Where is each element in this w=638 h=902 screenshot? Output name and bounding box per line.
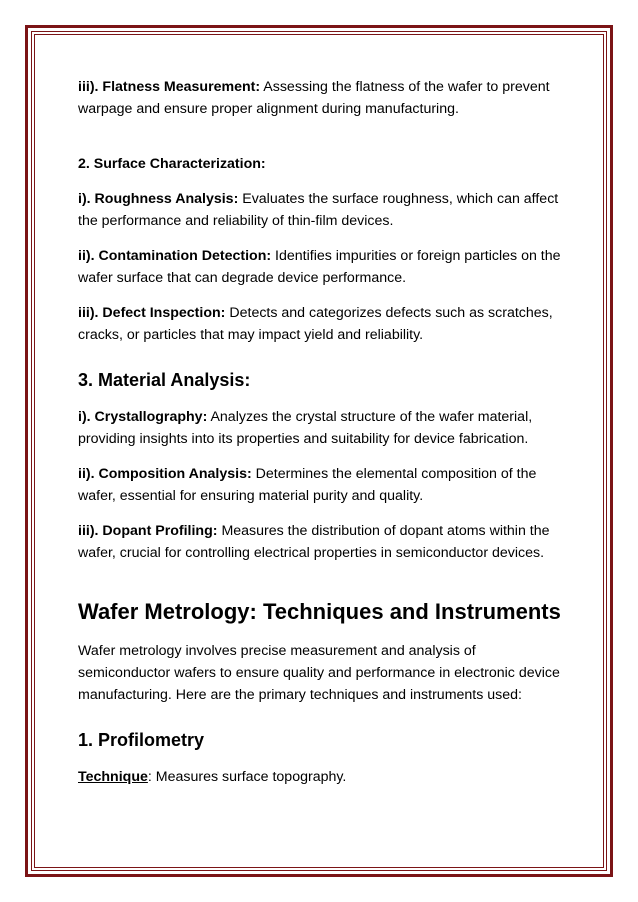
dopant-profiling-label: iii). Dopant Profiling: — [78, 523, 218, 539]
flatness-measurement-paragraph — [78, 76, 568, 120]
contamination-detection-label: ii). Contamination Detection: — [78, 248, 272, 264]
technique-text: : Measures surface topography. — [147, 769, 347, 785]
crystallography-paragraph — [78, 406, 568, 450]
material-analysis-heading: 3. Material Analysis: — [78, 370, 251, 390]
crystallography-label: i). Crystallography: — [78, 409, 208, 425]
contamination-detection-text: Identifies impurities or foreign particles on the wafer surface that can degrade device performance. — [78, 248, 561, 286]
flatness-measurement-text: Assessing the flatness of the wafer to prevent warpage and ensure proper alignment during manufacturing. — [78, 79, 550, 117]
surface-characterization-heading-text: 2. Surface Characterization: — [78, 156, 266, 172]
defect-inspection-paragraph — [78, 302, 568, 346]
composition-analysis-label: ii). Composition Analysis: — [78, 466, 252, 482]
crystallography-text: Analyzes the crystal structure of the wafer material, providing insights into its properties and suitability for device fabrication. — [78, 409, 533, 447]
profilometry-technique-paragraph — [78, 766, 568, 788]
composition-analysis-paragraph — [78, 463, 568, 507]
defect-inspection-label: iii). Defect Inspection: — [78, 305, 226, 321]
dopant-profiling-text: Measures the distribution of dopant atoms within the wafer, crucial for controlling electrical properties in semiconductor devices. — [78, 523, 550, 561]
surface-characterization-heading — [78, 153, 568, 175]
technique-label: Technique — [78, 769, 148, 785]
profilometry-heading: 1. Profilometry — [78, 730, 205, 750]
contamination-detection-paragraph — [78, 245, 568, 289]
dopant-profiling-paragraph — [78, 520, 568, 564]
roughness-analysis-text: Evaluates the surface roughness, which can affect the performance and reliability of thin-film devices. — [78, 191, 559, 229]
document-body — [78, 76, 568, 788]
composition-analysis-text: Determines the elemental composition of the wafer, essential for ensuring material purity and quality. — [78, 466, 537, 504]
roughness-analysis-paragraph — [78, 188, 568, 232]
defect-inspection-text: Detects and categorizes defects such as scratches, cracks, or particles that may impact yield and reliability. — [78, 305, 553, 343]
flatness-measurement-label: iii). Flatness Measurement: — [78, 79, 261, 95]
wafer-metrology-intro: Wafer metrology involves precise measurement and analysis of semiconductor wafers to ensure quality and performance in electronic device manufacturing. Here are the primary techniques and instruments used: — [78, 643, 560, 703]
wafer-metrology-heading: Wafer Metrology: Techniques and Instruments — [78, 599, 561, 624]
roughness-analysis-label: i). Roughness Analysis: — [78, 191, 239, 207]
